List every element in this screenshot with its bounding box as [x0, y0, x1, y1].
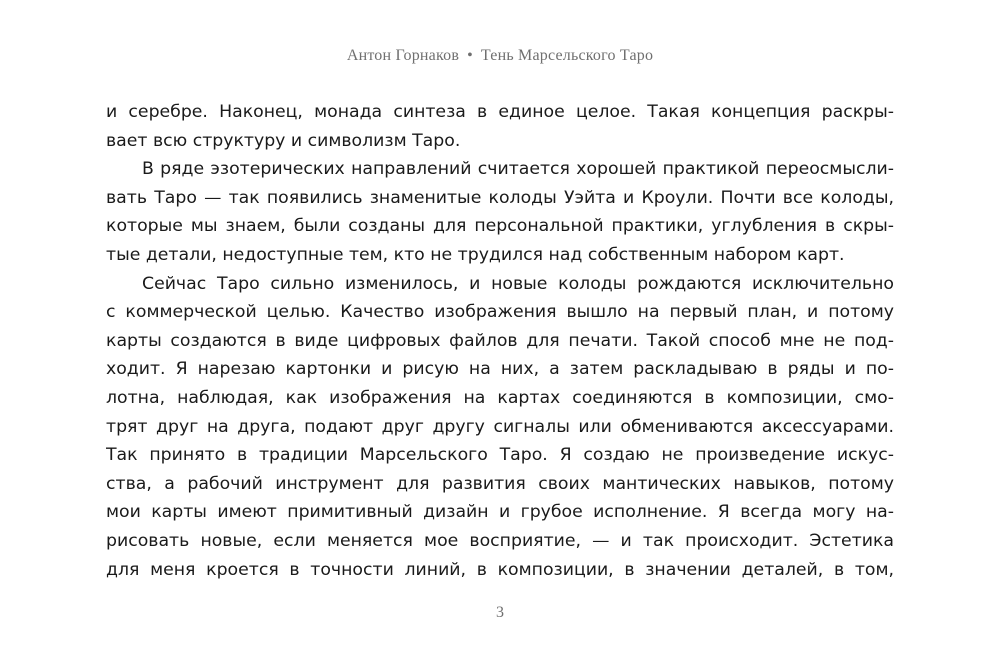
- text-line: ходит. Я нарезаю картонки и рисую на них, а затем раскладываю в ряды и по-: [106, 359, 894, 380]
- text-line: мои карты имеют примитивный дизайн и грубое исполнение. Я всегда могу на-: [106, 502, 894, 523]
- body-text: [106, 98, 894, 584]
- text-line: с коммерческой целью. Качество изображения вышло на первый план, и потому: [106, 302, 894, 323]
- header-book-title: Тень Марсельского Таро: [480, 47, 654, 64]
- text-line: и серебре. Наконец, монада синтеза в единое целое. Такая концепция раскры-: [106, 102, 894, 122]
- text-line: Сейчас Таро сильно изменилось, и новые колоды рождаются исключительно: [142, 273, 894, 294]
- text-line: Так принято в традиции Марсельского Таро. Я создаю не произведение искус-: [106, 445, 894, 466]
- text-line: которые мы знаем, были созданы для персональной практики, углубления в скры-: [106, 216, 894, 237]
- text-line: трят друг на друга, подают друг другу сигналы или обмениваются аксессуарами.: [106, 416, 894, 437]
- text-line: для меня кроется в точности линий, в композиции, в значении деталей, в том,: [106, 559, 894, 580]
- running-header: [0, 47, 1000, 65]
- text-line: ства, а рабочий инструмент для развития своих мантических навыков, потому: [106, 473, 894, 494]
- header-separator: •: [467, 47, 473, 64]
- header-author: Антон Горнаков: [346, 47, 460, 64]
- page-number: 3: [496, 604, 504, 621]
- text-line: рисовать новые, если меняется мое восприятие, — и так происходит. Эстетика: [106, 530, 894, 551]
- text-line: карты создаются в виде цифровых файлов для печати. Такой способ мне не под-: [106, 330, 894, 351]
- text-line: В ряде эзотерических направлений считается хорошей практикой переосмысли-: [142, 159, 894, 180]
- text-line: вать Таро — так появились знаменитые колоды Уэйта и Кроули. Почти все колоды,: [106, 187, 894, 208]
- text-line: тые детали, недоступные тем, кто не трудился над собственным набором карт.: [106, 244, 845, 265]
- text-line: лотна, наблюдая, как изображения на картах соединяются в композиции, смо-: [106, 387, 894, 408]
- text-line: вает всю структуру и символизм Таро.: [106, 130, 461, 151]
